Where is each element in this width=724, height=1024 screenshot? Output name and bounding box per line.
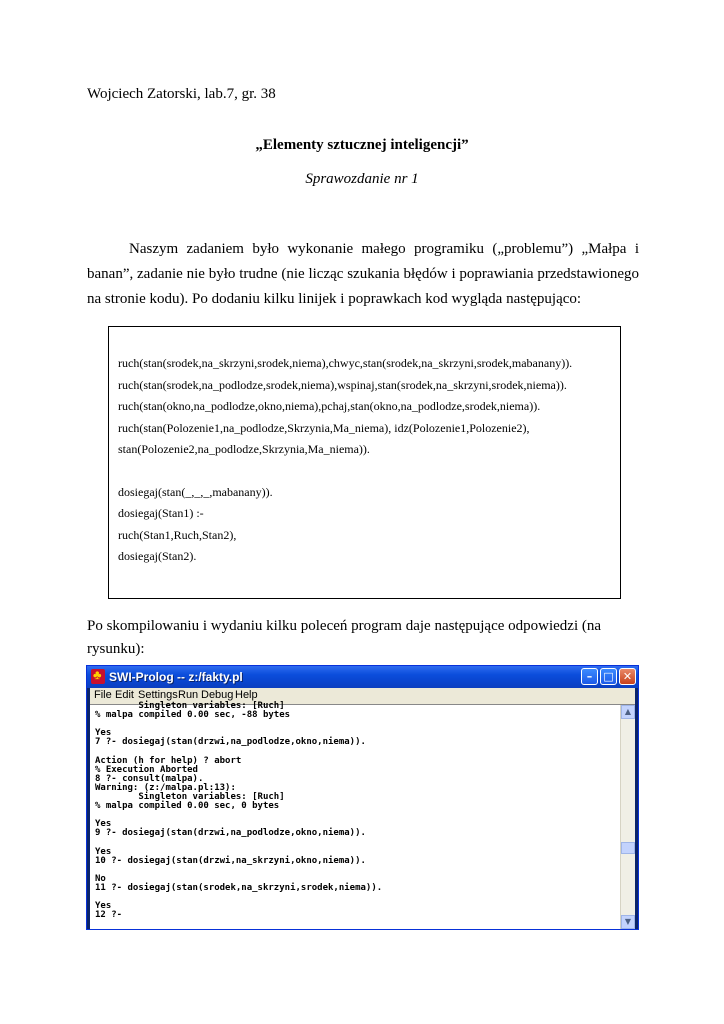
menu-help[interactable]: Help xyxy=(235,689,258,701)
scrollbar-thumb[interactable] xyxy=(621,842,635,854)
intro-line: na stronie kodu). Po dodaniu kilku linijek i poprawkach kod wygląda następująco: xyxy=(87,291,582,307)
intro-line: Naszym zadaniem było wykonanie małego programiku („problemu”) „Małpa i xyxy=(129,241,639,257)
menu-debug[interactable]: Debug xyxy=(201,689,234,701)
scroll-up-icon[interactable]: ▲ xyxy=(621,705,635,719)
window-title: SWI-Prolog -- z:/fakty.pl xyxy=(109,670,243,684)
code-line: dosiegaj(Stan2). xyxy=(118,549,197,563)
document-title: „Elementy sztucznej inteligencji” xyxy=(255,137,469,153)
outro-line: Po skompilowaniu i wydaniu kilku poleceń program daje następujące odpowiedzi (na xyxy=(87,618,602,634)
code-blank-line xyxy=(118,461,572,482)
console-output[interactable] xyxy=(90,701,635,929)
code-listing xyxy=(118,353,572,568)
document-subtitle: Sprawozdanie nr 1 xyxy=(305,171,419,187)
author-line: Wojciech Zatorski, lab.7, gr. 38 xyxy=(87,86,276,102)
code-line: stan(Polozenie2,na_podlodze,Skrzynia,Ma_niema)). xyxy=(118,442,370,456)
maximize-icon[interactable]: □ xyxy=(600,668,617,685)
code-line: dosiegaj(Stan1) :- xyxy=(118,506,204,520)
code-line: ruch(stan(srodek,na_skrzyni,srodek,niema),chwyc,stan(srodek,na_skrzyni,srodek,mabanany)). xyxy=(118,356,573,370)
close-icon[interactable]: ✕ xyxy=(619,668,636,685)
menu-edit[interactable]: Edit xyxy=(115,689,134,701)
outro-paragraph xyxy=(87,615,639,661)
code-line: ruch(stan(srodek,na_podlodze,srodek,niema),wspinaj,stan(srodek,na_skrzyni,srodek,niema)). xyxy=(118,377,567,392)
menu-run[interactable]: Run xyxy=(178,689,199,701)
code-line: ruch(stan(Polozenie1,na_podlodze,Skrzynia,Ma_niema), idz(Polozenie1,Polozenie2), xyxy=(118,420,530,435)
vertical-scrollbar[interactable] xyxy=(620,705,635,929)
scroll-down-icon[interactable]: ▼ xyxy=(621,915,635,929)
swi-prolog-app-icon xyxy=(91,669,105,684)
minimize-icon[interactable]: – xyxy=(581,668,598,685)
menu-file[interactable]: File xyxy=(94,689,112,701)
window-titlebar xyxy=(87,666,638,688)
code-box xyxy=(108,326,621,599)
intro-line: banan”, zadanie nie było trudne (nie licząc szukania błędów i poprawiania przedstawionego xyxy=(87,266,639,282)
menu-settings[interactable]: Settings xyxy=(138,689,178,701)
console-text: Singleton variables: [Ruch] % malpa compiled 0.00 sec, -88 bytes Yes 7 ?- dosiegaj(stan(drzwi,na_podlodze,okno,niema)). Action (h for help) ? abort % Execution Aborted 8 ?- consult(malpa). Warning: (z:/malpa.pl:13): Singleton variables: [Ruch] % malpa compiled 0.00 sec, 0 bytes Yes 9 ?- dosiegaj(stan(drzwi,na_podlodze,okno,niema)). Yes 10 ?- dosiegaj(stan(drzwi,na_skrzyni,okno,niema)). No 11 ?- dosiegaj(stan(srodek,na_skrzyni,srodek,niema)). Yes 12 ?- xyxy=(95,701,383,921)
code-line: ruch(Stan1,Ruch,Stan2), xyxy=(118,527,237,542)
outro-line: rysunku): xyxy=(87,641,145,657)
intro-paragraph xyxy=(87,237,639,312)
code-line: dosiegaj(stan(_,_,_,mabanany)). xyxy=(118,484,273,499)
swi-prolog-window-screenshot xyxy=(86,665,639,930)
code-line: ruch(stan(okno,na_podlodze,okno,niema),pchaj,stan(okno,na_podlodze,srodek,niema)). xyxy=(118,399,541,413)
